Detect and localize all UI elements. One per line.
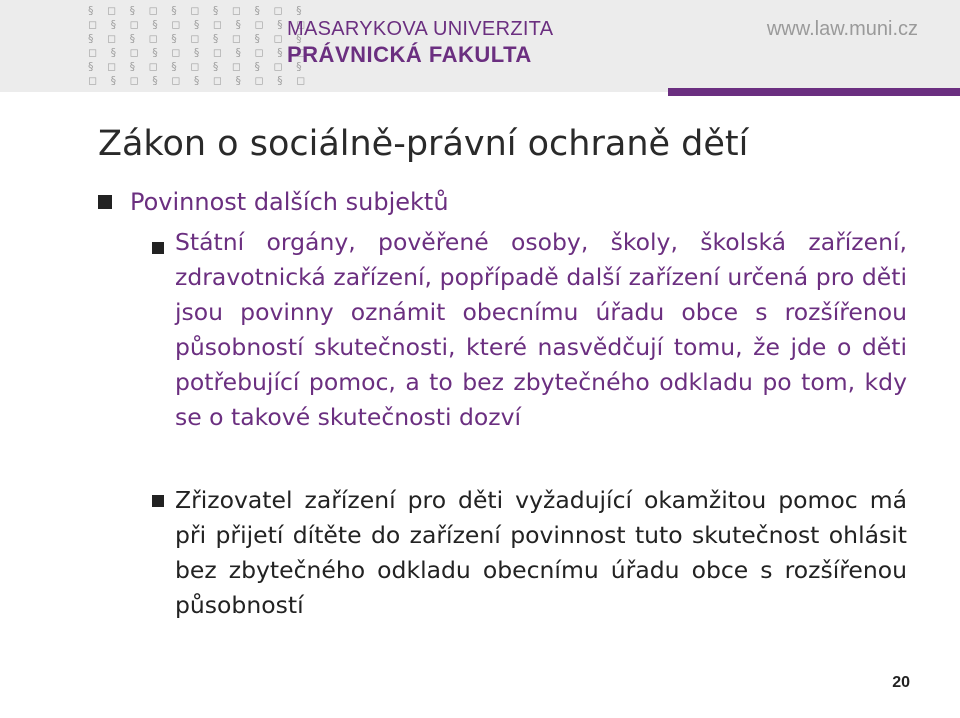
faculty-name: PRÁVNICKÁ FAKULTA xyxy=(287,42,532,67)
slide-header xyxy=(0,0,960,92)
bullet-square-icon xyxy=(152,242,164,254)
bullet-level2-item: Zřizovatel zařízení pro děti vyžadující okamžitou pomoc má při přijetí dítěte do zařízení povinnost tuto skutečnost ohlásit bez zbytečného odkladu obecnímu úřadu obce s rozšířenou působností xyxy=(175,486,907,619)
slide-title: Zákon o sociálně-právní ochraně dětí xyxy=(98,124,749,164)
bullet-level1-text: Povinnost dalších subjektů xyxy=(130,188,449,216)
bullet-square-icon xyxy=(98,195,112,209)
bullet-level2-item: Státní orgány, pověřené osoby, školy, školská zařízení, zdravotnická zařízení, popřípadě další zařízení určená pro děti jsou povinny oznámit obecnímu úřadu obce s rozšířenou působností skutečnosti, které nasvědčují tomu, že jde o děti potřebující pomoc, a to bez zbytečného odkladu po tom, kdy se o takové skutečnosti dozví xyxy=(175,228,907,431)
accent-bar xyxy=(668,88,960,96)
bullet-square-icon xyxy=(152,495,164,507)
website-url: www.law.muni.cz xyxy=(766,18,918,40)
bullet-level1 xyxy=(98,188,918,216)
page-number: 20 xyxy=(892,674,910,691)
paragraph-pattern-logo: § ◻ § ◻ § ◻ § ◻ § ◻ § ◻ § ◻ § ◻ § ◻ § ◻ § ◻ § ◻ § ◻ § ◻ § ◻ § ◻ § ◻ § ◻ § ◻ § ◻ § ◻ § ◻ § ◻ § ◻ § ◻ § ◻ § ◻ § ◻ § ◻ § ◻ § ◻ § ◻ § ◻ xyxy=(88,4,311,87)
university-name: MASARYKOVA UNIVERZITA xyxy=(287,18,554,40)
